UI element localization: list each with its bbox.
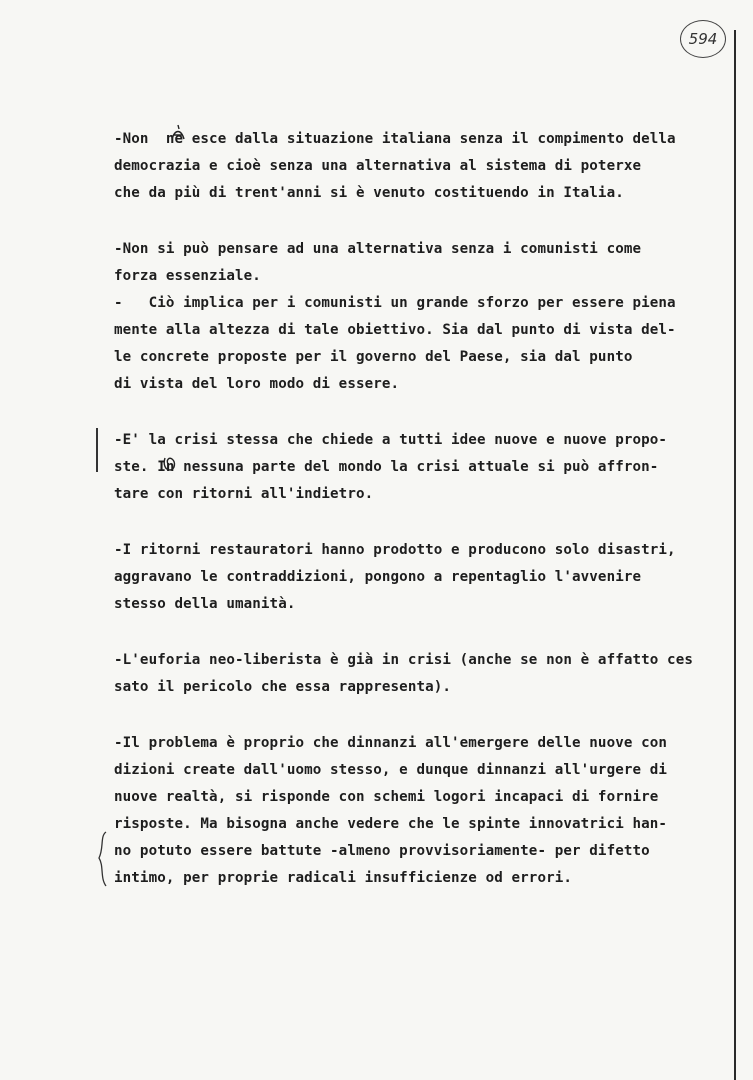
paragraph-2 [114,236,734,398]
text-line: dizioni create dall'uomo stesso, e dunque dinnanzi all'urgere di [114,762,668,778]
margin-brace-mark [96,830,108,888]
text-line: tare con ritorni all'indietro. [114,486,374,502]
handwritten-correction-mark [170,123,186,143]
text-line: -I ritorni restauratori hanno prodotto e producono solo disastri, [114,542,676,558]
text-line: aggravano le contraddizioni, pongono a repentaglio l'avvenire [114,569,642,585]
text-line: -Non si può pensare ad una alternativa senza i comunisti come [114,241,642,257]
margin-vertical-mark [96,428,98,472]
text-line: democrazia e cioè senza una alternativa al sistema di poterxe [114,158,642,174]
paragraph-5 [114,647,734,701]
paragraph-3 [114,427,734,508]
text-line: sato il pericolo che essa rappresenta). [114,679,452,695]
text-line: intimo, per proprie radicali insufficienze od errori. [114,870,573,886]
text-line: risposte. Ma bisogna anche vedere che le spinte innovatrici han- [114,816,668,832]
text-line: -E' la crisi stessa che chiede a tutti idee nuove e nuove propo- [114,432,668,448]
paragraph-4 [114,537,734,618]
text-line: -Il problema è proprio che dinnanzi all'emergere delle nuove con [114,735,668,751]
text-line: no potuto essere battute -almeno provvisoriamente- per difetto [114,843,650,859]
paragraph-6 [114,730,734,892]
text-line: forza essenziale. [114,268,261,284]
text-line: -L'euforia neo-liberista è già in crisi (anche se non è affatto ces [114,652,693,668]
page-number-stamp: 594 [680,20,726,58]
text-line: -Non ne esce dalla situazione italiana senza il compimento della [114,131,676,147]
text-line: le concrete proposte per il governo del Paese, sia dal punto [114,349,633,365]
text-line: mente alla altezza di tale obiettivo. Sia dal punto di vista del- [114,322,676,338]
text-line: stesso della umanità. [114,596,296,612]
text-line: - Ciò implica per i comunisti un grande sforzo per essere piena [114,295,676,311]
text-line: ste. In nessuna parte del mondo la crisi attuale si può affron- [114,459,659,475]
handwritten-correction-mark [162,454,178,474]
text-line: di vista del loro modo di essere. [114,376,400,392]
text-line: nuove realtà, si risponde con schemi logori incapaci di fornire [114,789,659,805]
page-edge-line [734,30,736,1080]
paragraph-1 [114,126,734,207]
text-line: che da più di trent'anni si è venuto costituendo in Italia. [114,185,624,201]
